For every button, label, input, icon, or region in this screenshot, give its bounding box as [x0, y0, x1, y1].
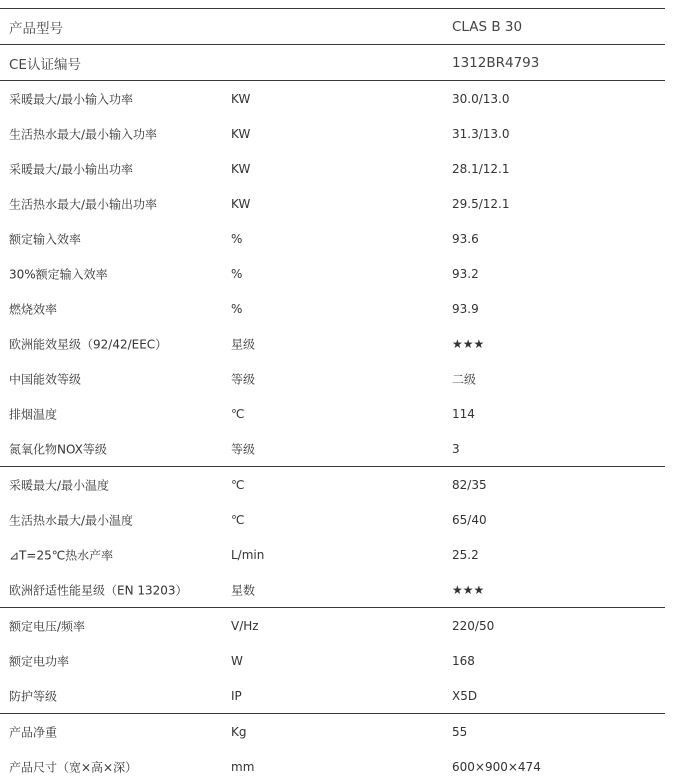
row-unit: KW	[231, 161, 251, 176]
table-row	[0, 256, 673, 291]
row-value: 25.2	[452, 547, 479, 562]
row-value: 30.0/13.0	[452, 91, 510, 106]
row-unit: ℃	[231, 406, 245, 421]
row-label: 氮氧化物NOX等级	[9, 442, 107, 456]
row-label: 采暖最大/最小温度	[9, 478, 110, 492]
row-value: 31.3/13.0	[452, 126, 510, 141]
table-row	[0, 151, 673, 186]
table-row	[0, 678, 673, 713]
row-value: 65/40	[452, 512, 487, 527]
row-value: 29.5/12.1	[452, 196, 510, 211]
row-value: 28.1/12.1	[452, 161, 510, 176]
row-value: 600×900×474	[452, 759, 541, 774]
row-label: 额定电功率	[9, 654, 70, 668]
table-row	[0, 537, 673, 572]
row-value: 93.6	[452, 231, 479, 246]
row-value: 82/35	[452, 477, 487, 492]
row-unit: L/min	[231, 547, 265, 562]
row-unit: %	[231, 301, 243, 316]
row-unit: 星数	[231, 583, 256, 597]
table-row	[0, 572, 673, 607]
row-label: CE认证编号	[9, 56, 81, 73]
row-label: 欧洲舒适性能星级（EN 13203）	[9, 583, 188, 597]
row-label: 中国能效等级	[9, 372, 82, 386]
model-row	[0, 9, 673, 44]
star-rating: ★★★	[452, 336, 485, 351]
table-row	[0, 502, 673, 537]
row-label: 采暖最大/最小输入功率	[9, 92, 134, 106]
table-row	[0, 326, 673, 361]
row-label: 燃烧效率	[9, 302, 58, 316]
row-unit: 星级	[231, 337, 256, 351]
table-row	[0, 714, 673, 749]
row-unit: ℃	[231, 477, 245, 492]
row-value: 114	[452, 406, 475, 421]
row-unit: KW	[231, 196, 251, 211]
row-label: 生活热水最大/最小温度	[9, 513, 134, 527]
row-unit: ℃	[231, 512, 245, 527]
spec-table	[0, 8, 673, 784]
table-row	[0, 291, 673, 326]
row-value: 93.9	[452, 301, 479, 316]
row-unit: V/Hz	[231, 618, 259, 633]
row-label: 产品净重	[9, 725, 58, 739]
star-rating: ★★★	[452, 582, 485, 597]
row-unit: %	[231, 231, 243, 246]
row-value: 3	[452, 441, 460, 456]
row-value: 93.2	[452, 266, 479, 281]
table-row	[0, 749, 673, 784]
table-row	[0, 81, 673, 116]
table-row	[0, 221, 673, 256]
row-unit: KW	[231, 91, 251, 106]
table-row	[0, 186, 673, 221]
row-label: 产品尺寸（宽×高×深）	[9, 760, 138, 774]
row-unit: Kg	[231, 724, 247, 739]
table-row	[0, 116, 673, 151]
row-unit: mm	[231, 759, 255, 774]
row-label: 额定电压/频率	[9, 619, 86, 633]
ce-cert-row	[0, 45, 673, 80]
row-label: ⊿T=25℃热水产率	[9, 548, 114, 562]
row-label: 防护等级	[9, 689, 58, 703]
row-unit: 等级	[231, 442, 256, 456]
row-unit: %	[231, 266, 243, 281]
row-unit: W	[231, 653, 243, 668]
row-value: 220/50	[452, 618, 495, 633]
row-label: 产品型号	[9, 20, 63, 37]
row-unit: KW	[231, 126, 251, 141]
row-value: X5D	[452, 688, 478, 703]
table-row	[0, 643, 673, 678]
row-value: 二级	[452, 372, 477, 386]
row-label: 生活热水最大/最小输出功率	[9, 197, 158, 211]
row-value: 168	[452, 653, 475, 668]
table-row	[0, 396, 673, 431]
table-row	[0, 608, 673, 643]
table-row	[0, 361, 673, 396]
row-unit: 等级	[231, 372, 256, 386]
row-label: 欧洲能效星级（92/42/EEC）	[9, 337, 168, 351]
row-label: 30%额定输入效率	[9, 267, 108, 281]
row-value: 55	[452, 724, 468, 739]
row-label: 额定输入效率	[9, 232, 82, 246]
table-row	[0, 431, 673, 466]
row-label: 采暖最大/最小输出功率	[9, 162, 134, 176]
row-unit: IP	[231, 688, 242, 703]
row-value: 1312BR4793	[452, 54, 540, 71]
table-row	[0, 467, 673, 502]
row-label: 排烟温度	[9, 407, 58, 421]
row-value: CLAS B 30	[452, 18, 523, 35]
row-label: 生活热水最大/最小输入功率	[9, 127, 158, 141]
